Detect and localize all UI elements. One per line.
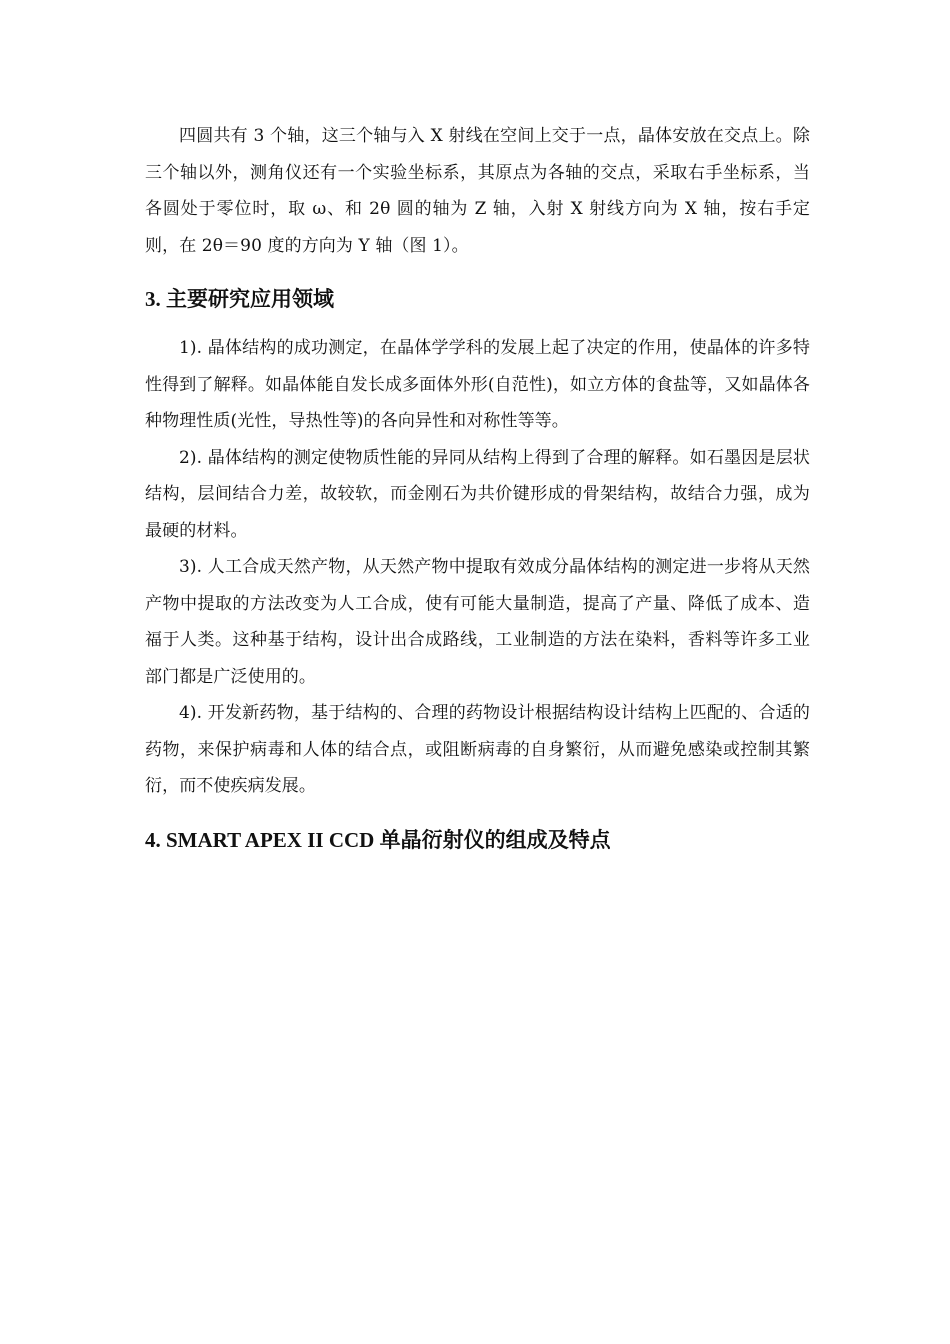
section-3-heading: 3. 主要研究应用领域 <box>145 287 334 311</box>
list-item-2: 2). 晶体结构的测定使物质性能的异同从结构上得到了合理的解释。如石墨因是层状结构，层间结合力差，故较软，而金刚石为共价键形成的骨架结构，故结合力强，成为最硬的材料。 <box>145 447 810 541</box>
section-4-heading: 4. SMART APEX II CCD 单晶衍射仪的组成及特点 <box>145 827 611 852</box>
document-body <box>145 118 810 855</box>
intro-paragraph: 四圆共有 3 个轴，这三个轴与入 X 射线在空间上交于一点，晶体安放在交点上。除三个轴以外，测角仪还有一个实验坐标系，其原点为各轴的交点，采取右手坐标系，当各圆处于零位时，取 ω、和 2θ 圆的轴为 Z 轴，入射 X 射线方向为 X 轴，按右手定则，在 2θ＝90 度的方向为 Y 轴（图 1）。 <box>145 126 810 256</box>
list-item-1: 1). 晶体结构的成功测定，在晶体学学科的发展上起了决定的作用，使晶体的许多特性得到了解释。如晶体能自发长成多面体外形(自范性)，如立方体的食盐等，又如晶体各种物理性质(光性，导热性等)的各向异性和对称性等等。 <box>145 338 810 431</box>
list-item-4: 4). 开发新药物，基于结构的、合理的药物设计根据结构设计结构上匹配的、合适的药物，来保护病毒和人体的结合点，或阻断病毒的自身繁衍，从而避免感染或控制其繁衍，而不使疾病发展。 <box>145 703 810 796</box>
list-item-3: 3). 人工合成天然产物，从天然产物中提取有效成分晶体结构的测定进一步将从天然产物中提取的方法改变为人工合成，使有可能大量制造，提高了产量、降低了成本、造福于人类。这种基于结构，设计出合成路线，工业制造的方法在染料，香料等许多工业部门都是广泛使用的。 <box>145 557 810 687</box>
